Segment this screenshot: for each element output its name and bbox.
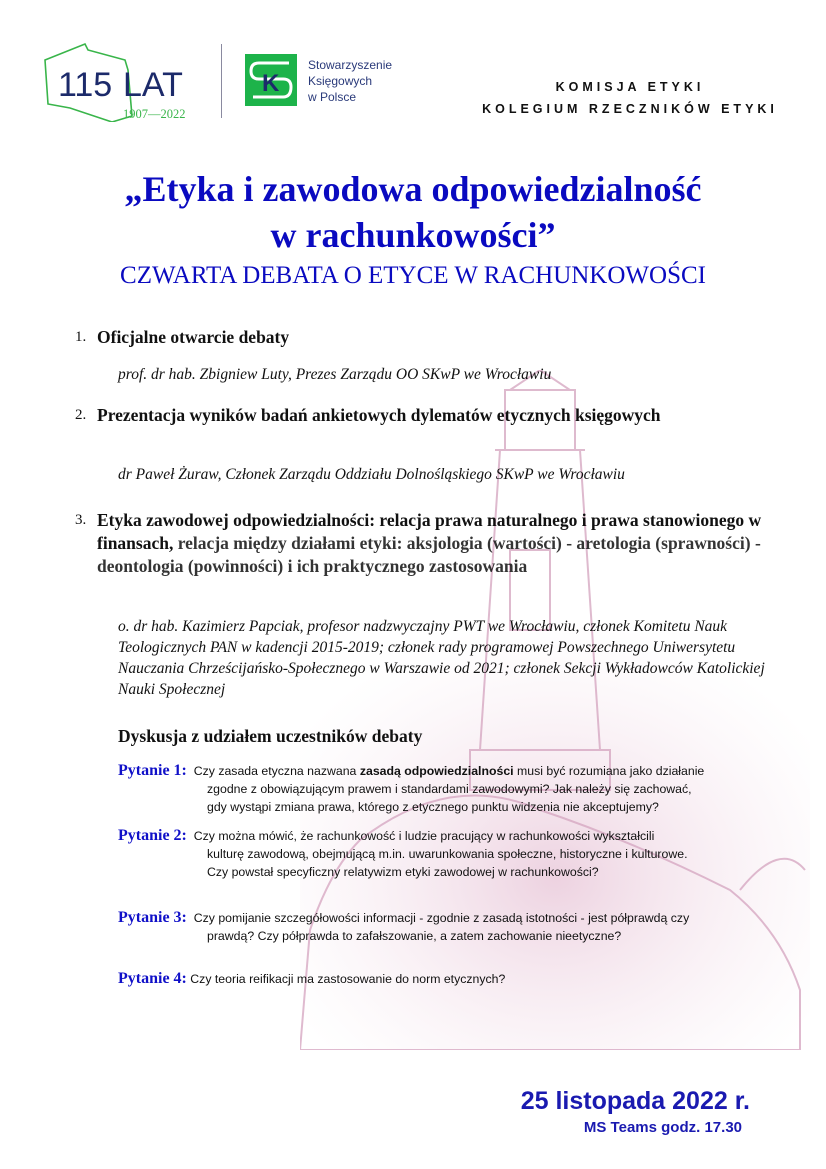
discussion-heading: Dyskusja z udziałem uczestników debaty — [118, 726, 423, 746]
agenda-speaker-2: dr Paweł Żuraw, Członek Zarządu Oddziału Dolnośląskiego SKwP we Wrocławiu — [118, 466, 625, 483]
agenda-speaker-1: prof. dr hab. Zbigniew Luty, Prezes Zarządu OO SKwP we Wrocławiu — [118, 366, 552, 383]
agenda-title: Prezentacja wyników badań ankietowych dylematów etycznych księgowych — [97, 405, 661, 425]
skwp-logo — [245, 54, 297, 106]
skwp-name-line: Księgowych — [308, 74, 373, 88]
svg-text:K: K — [262, 70, 280, 97]
question-text: musi być rozumiana jako działanie — [513, 764, 705, 778]
question-1 — [118, 762, 778, 816]
agenda-number: 3. — [75, 512, 87, 528]
agenda-title: Oficjalne otwarcie debaty — [97, 327, 290, 347]
question-label: Pytanie 1: — [118, 762, 187, 779]
title-line-1: „Etyka i zawodowa odpowiedzialność — [124, 169, 702, 209]
skwp-name-line: Stowarzyszenie — [308, 58, 393, 72]
question-text: Czy pomijanie szczegółowości informacji - zgodnie z zasadą istotności - jest półprawdą czy — [193, 911, 690, 925]
question-label: Pytanie 2: — [118, 827, 187, 844]
question-text: gdy wystąpi zmiana prawa, którego z etycznego punktu widzenia nie akceptujemy? — [207, 800, 659, 814]
agenda-number: 1. — [75, 329, 87, 345]
header-line-1: KOMISJA ETYKI — [555, 80, 705, 94]
115-years-logo — [40, 40, 210, 122]
organizer-header — [420, 76, 826, 120]
event-date: 25 listopada 2022 r. — [520, 1087, 750, 1115]
title-line-2: w rachunkowości” — [270, 215, 556, 255]
question-text: Czy zasada etyczna nazwana — [193, 764, 360, 778]
header-line-2: KOLEGIUM RZECZNIKÓW ETYKI — [482, 102, 778, 116]
skwp-name — [308, 57, 392, 105]
question-2 — [118, 827, 778, 881]
question-text: zgodne z obowiązującym prawem i standardami zawodowymi? Jak należy się zachować, — [207, 782, 692, 796]
question-text: Czy teoria reifikacji ma zastosowanie do norm etycznych? — [190, 972, 506, 986]
question-text: Czy można mówić, że rachunkowość i ludzie pracujący w rachunkowości wykształcili — [193, 829, 655, 843]
agenda-item-2 — [75, 404, 685, 427]
svg-text:1907—2022: 1907—2022 — [123, 107, 186, 121]
skwp-name-line: w Polsce — [308, 90, 357, 104]
question-bold: zasadą odpowiedzialności — [359, 764, 514, 778]
agenda-item-1 — [75, 326, 765, 349]
svg-text:LAT: LAT — [123, 66, 183, 104]
agenda-title-cont: relacja między działami etyki: aksjologia (wartości) - aretologia (sprawności) - deontologia (powinności) i ich praktycznego zastosowania — [97, 533, 761, 576]
logo-divider — [221, 44, 222, 118]
agenda-speaker-3: o. dr hab. Kazimierz Papciak, profesor nadzwyczajny PWT we Wrocławiu, członek Komitetu Nauk Teologicznych PAN w kadencji 2015-2019; członek rady programowej Powszechnego Uniwersytetu Nauczania Chrześcijańsko-Społecznego w Warszawie od 2021; członek Sekcji Wykładowców Katolickiej Nauki Społecznej — [118, 618, 765, 698]
question-label: Pytanie 4: — [118, 970, 187, 987]
question-text: prawdą? Czy półprawda to zafałszowanie, a zatem zachowanie nieetyczne? — [207, 929, 622, 943]
agenda-title-bold: Etyka zawodowej odpowiedzialności: relacja prawa naturalnego i prawa stanowionego w finansach, — [97, 510, 762, 553]
question-3 — [118, 909, 778, 945]
agenda-title — [97, 509, 765, 578]
subtitle: CZWARTA DEBATA O ETYCE W RACHUNKOWOŚCI — [120, 262, 706, 289]
question-4 — [118, 970, 778, 988]
question-label: Pytanie 3: — [118, 909, 187, 926]
question-text: Czy powstał specyficzny relatywizm etyki zawodowej w rachunkowości? — [207, 865, 599, 879]
event-platform-time: MS Teams godz. 17.30 — [583, 1119, 742, 1136]
question-text: kulturę zawodową, obejmującą m.in. uwarunkowania społeczne, historyczne i kulturowe. — [207, 847, 688, 861]
agenda-number: 2. — [75, 407, 87, 423]
svg-text:115: 115 — [58, 66, 113, 104]
agenda-item-3 — [75, 509, 765, 578]
